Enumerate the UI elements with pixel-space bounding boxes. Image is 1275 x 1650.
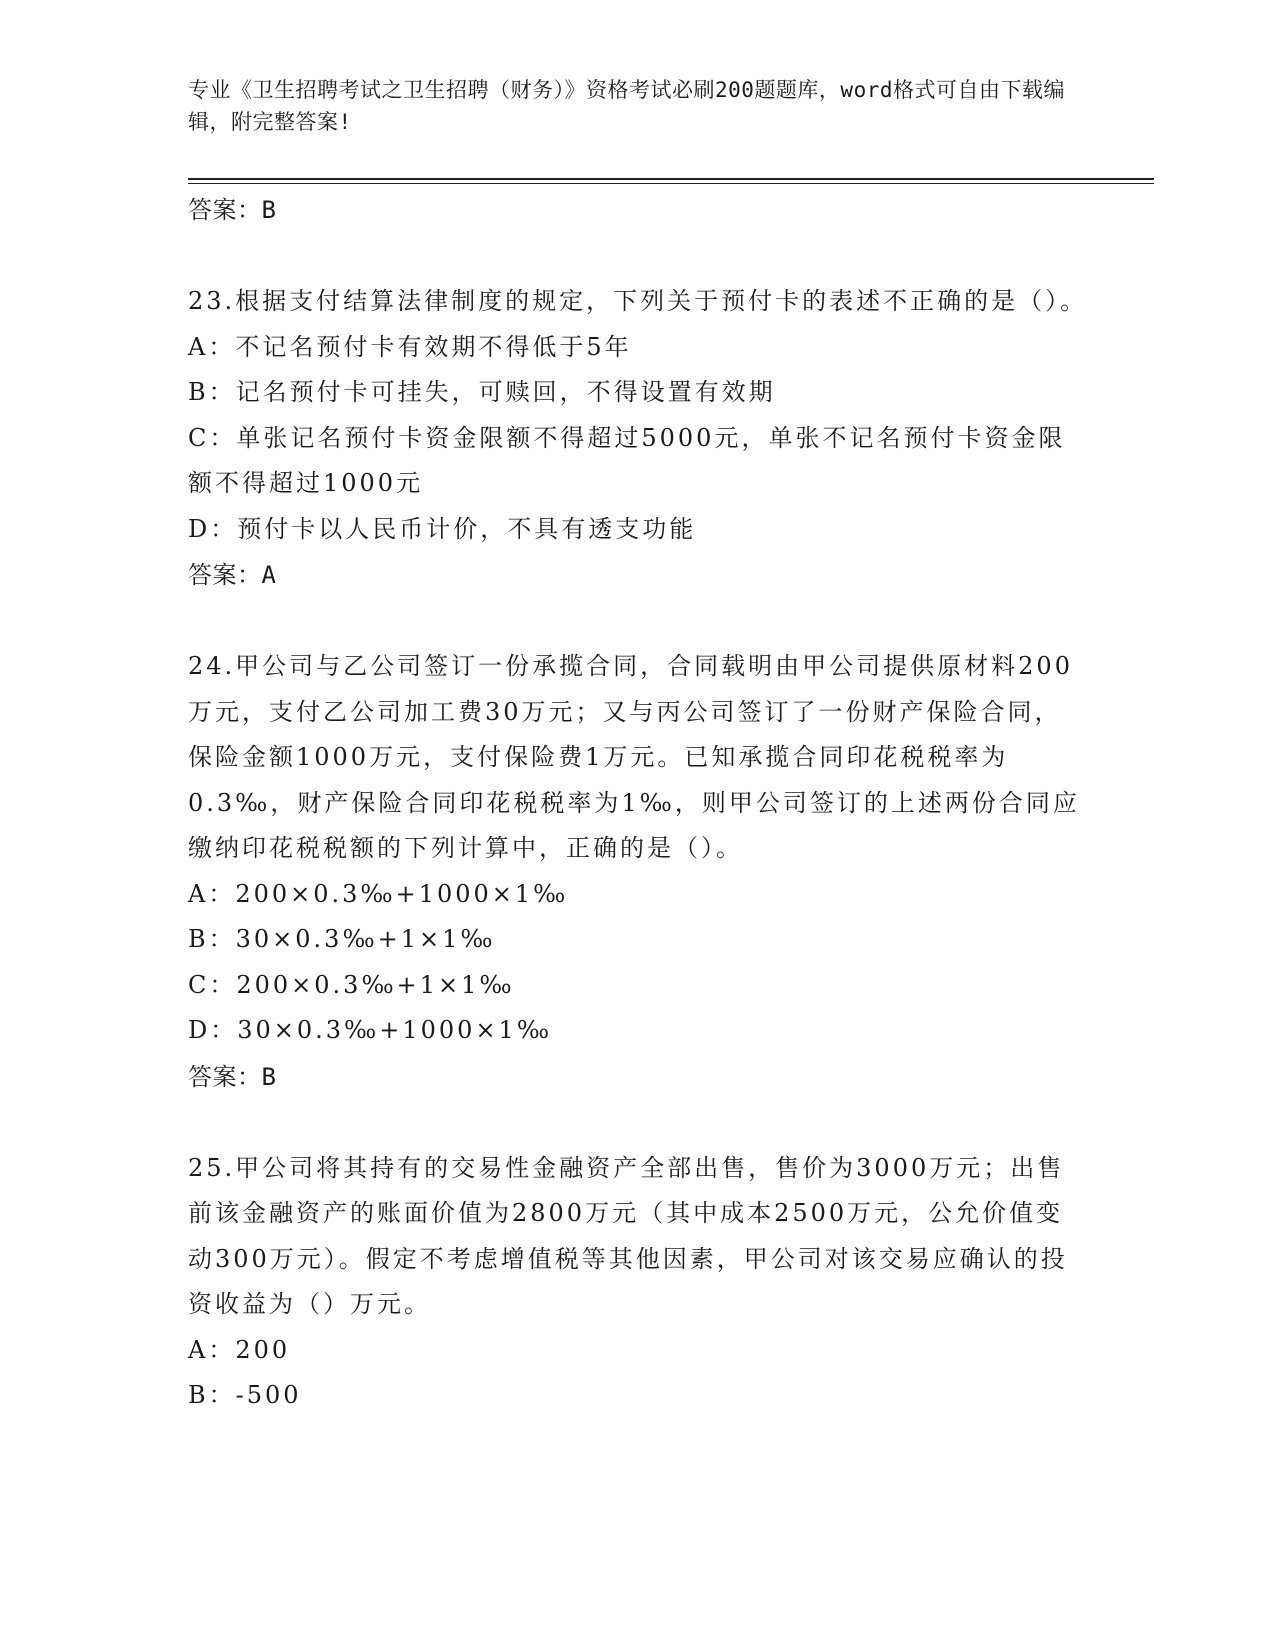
option-a: A：200×0.3‰+1000×1‰: [188, 879, 569, 908]
option-a: A：200: [188, 1335, 291, 1364]
option-b: B：记名预付卡可挂失，可赎回，不得设置有效期: [188, 378, 776, 406]
question-text: 23.根据支付结算法律制度的规定，下列关于预付卡的表述不正确的是（）。: [188, 287, 1088, 315]
question-25: [188, 1146, 1088, 1419]
question-24: [188, 644, 1088, 1100]
header-divider-thin: [188, 183, 1154, 184]
question-text: 24.甲公司与乙公司签订一份承揽合同，合同载明由甲公司提供原材料200万元，支付乙公司加工费30万元；又与丙公司签订了一份财产保险合同，保险金额1000万元，支付保险费1万元。已知承揽合同印花税税率为0.3‰，财产保险合同印花税税率为1‰，则甲公司签订的上述两份合同应缴纳印花税税额的下列计算中，正确的是（）。: [188, 652, 1080, 862]
header-divider-thick: [188, 178, 1154, 180]
question-23: [188, 279, 1088, 598]
document-header: 专业《卫生招聘考试之卫生招聘（财务）》资格考试必刷200题题库，word格式可自由下载编辑，附完整答案!: [188, 78, 1065, 134]
option-d: D：预付卡以人民币计价，不具有透支功能: [188, 514, 697, 543]
question-text: 25.甲公司将其持有的交易性金融资产全部出售，售价为3000万元；出售前该金融资产的账面价值为2800万元（其中成本2500万元，公允价值变动300万元）。假定不考虑增值税等其他因素，甲公司对该交易应确认的投资收益为（）万元。: [188, 1153, 1068, 1318]
answer: 答案：B: [188, 1062, 277, 1091]
answer: 答案：A: [188, 561, 277, 589]
document-body: [188, 187, 1088, 1419]
previous-answer: 答案：B: [188, 196, 277, 224]
option-b: B：30×0.3‰+1×1‰: [188, 925, 496, 953]
option-c: C：单张记名预付卡资金限额不得超过5000元，单张不记名预付卡资金限额不得超过1000元: [188, 423, 1066, 497]
option-c: C：200×0.3‰+1×1‰: [188, 970, 515, 999]
option-b: B：-500: [188, 1381, 302, 1409]
option-a: A：不记名预付卡有效期不得低于5年: [188, 332, 632, 361]
option-d: D：30×0.3‰+1000×1‰: [188, 1016, 553, 1044]
